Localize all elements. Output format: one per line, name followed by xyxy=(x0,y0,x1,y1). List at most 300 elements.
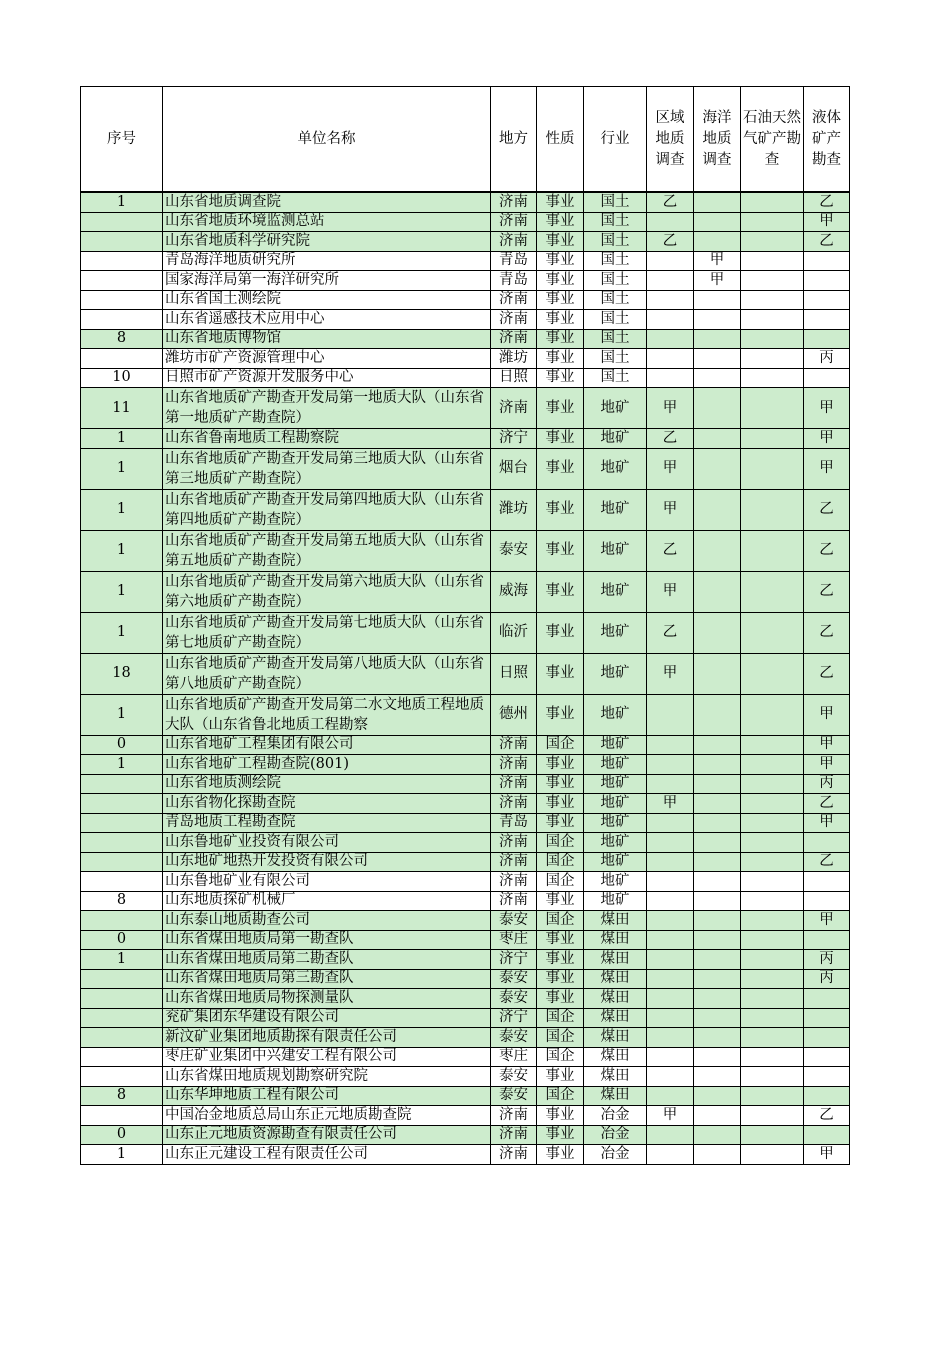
cell-marine-survey xyxy=(694,212,741,232)
cell-name: 山东省鲁南地质工程勘察院 xyxy=(163,429,491,449)
cell-name: 山东省地质矿产勘查开发局第五地质大队（山东省第五地质矿产勘查院） xyxy=(163,530,491,571)
cell-oil-gas xyxy=(741,911,804,931)
cell-region: 济南 xyxy=(491,852,537,872)
cell-region: 德州 xyxy=(491,694,537,735)
cell-name: 山东省煤田地质规划勘察研究院 xyxy=(163,1067,491,1087)
table-row xyxy=(81,429,850,449)
qualification-table xyxy=(80,86,850,1165)
cell-marine-survey xyxy=(694,388,741,429)
cell-regional-survey: 甲 xyxy=(647,653,694,694)
table-row xyxy=(81,368,850,388)
cell-marine-survey xyxy=(694,694,741,735)
cell-oil-gas xyxy=(741,232,804,252)
cell-liquid-mineral: 乙 xyxy=(804,852,850,872)
cell-regional-survey xyxy=(647,1067,694,1087)
cell-marine-survey xyxy=(694,429,741,449)
cell-region: 烟台 xyxy=(491,448,537,489)
cell-seq xyxy=(81,290,163,310)
cell-industry: 地矿 xyxy=(584,891,647,911)
header-marine-survey: 海洋地质调查 xyxy=(694,87,741,193)
cell-liquid-mineral: 乙 xyxy=(804,530,850,571)
cell-seq: 0 xyxy=(81,1125,163,1145)
cell-regional-survey xyxy=(647,329,694,349)
cell-regional-survey xyxy=(647,1028,694,1048)
header-name: 单位名称 xyxy=(163,87,491,193)
cell-seq: 0 xyxy=(81,735,163,755)
cell-name: 枣庄矿业集团中兴建安工程有限公司 xyxy=(163,1047,491,1067)
cell-regional-survey xyxy=(647,930,694,950)
cell-industry: 冶金 xyxy=(584,1106,647,1126)
cell-seq xyxy=(81,1008,163,1028)
cell-marine-survey xyxy=(694,290,741,310)
cell-nature: 事业 xyxy=(537,1145,584,1165)
cell-marine-survey xyxy=(694,489,741,530)
cell-oil-gas xyxy=(741,969,804,989)
cell-industry: 地矿 xyxy=(584,755,647,775)
cell-nature: 国企 xyxy=(537,1086,584,1106)
cell-name: 日照市矿产资源开发服务中心 xyxy=(163,368,491,388)
cell-oil-gas xyxy=(741,1106,804,1126)
cell-industry: 冶金 xyxy=(584,1125,647,1145)
cell-seq: 1 xyxy=(81,571,163,612)
cell-seq xyxy=(81,989,163,1009)
header-seq: 序号 xyxy=(81,87,163,193)
cell-name: 山东省地矿工程勘查院(801) xyxy=(163,755,491,775)
cell-seq xyxy=(81,852,163,872)
cell-seq xyxy=(81,1028,163,1048)
cell-nature: 事业 xyxy=(537,388,584,429)
cell-region: 日照 xyxy=(491,368,537,388)
table-row xyxy=(81,989,850,1009)
cell-liquid-mineral: 乙 xyxy=(804,232,850,252)
cell-name: 山东省地质环境监测总站 xyxy=(163,212,491,232)
cell-industry: 地矿 xyxy=(584,774,647,794)
cell-seq xyxy=(81,813,163,833)
header-industry: 行业 xyxy=(584,87,647,193)
cell-industry: 国土 xyxy=(584,310,647,330)
table-row xyxy=(81,950,850,970)
cell-marine-survey xyxy=(694,872,741,892)
cell-name: 山东地质探矿机械厂 xyxy=(163,891,491,911)
cell-liquid-mineral xyxy=(804,1067,850,1087)
cell-regional-survey xyxy=(647,1047,694,1067)
cell-nature: 事业 xyxy=(537,794,584,814)
cell-marine-survey xyxy=(694,310,741,330)
cell-regional-survey xyxy=(647,969,694,989)
cell-region: 济南 xyxy=(491,833,537,853)
cell-marine-survey xyxy=(694,612,741,653)
cell-region: 济南 xyxy=(491,290,537,310)
cell-industry: 国土 xyxy=(584,290,647,310)
cell-oil-gas xyxy=(741,930,804,950)
cell-seq: 1 xyxy=(81,448,163,489)
cell-name: 国家海洋局第一海洋研究所 xyxy=(163,271,491,291)
cell-industry: 煤田 xyxy=(584,969,647,989)
cell-liquid-mineral: 乙 xyxy=(804,653,850,694)
cell-nature: 事业 xyxy=(537,329,584,349)
cell-liquid-mineral: 乙 xyxy=(804,612,850,653)
cell-nature: 国企 xyxy=(537,833,584,853)
cell-nature: 事业 xyxy=(537,1125,584,1145)
cell-regional-survey xyxy=(647,735,694,755)
cell-name: 山东省地质矿产勘查开发局第四地质大队（山东省第四地质矿产勘查院） xyxy=(163,489,491,530)
cell-regional-survey xyxy=(647,833,694,853)
cell-industry: 煤田 xyxy=(584,1067,647,1087)
cell-industry: 地矿 xyxy=(584,429,647,449)
cell-seq xyxy=(81,794,163,814)
cell-seq xyxy=(81,349,163,369)
cell-liquid-mineral: 丙 xyxy=(804,969,850,989)
cell-liquid-mineral: 甲 xyxy=(804,755,850,775)
table-body xyxy=(81,192,850,1164)
cell-marine-survey xyxy=(694,368,741,388)
cell-industry: 地矿 xyxy=(584,694,647,735)
cell-marine-survey xyxy=(694,1067,741,1087)
cell-nature: 事业 xyxy=(537,774,584,794)
cell-oil-gas xyxy=(741,388,804,429)
cell-liquid-mineral: 乙 xyxy=(804,571,850,612)
table-row xyxy=(81,448,850,489)
cell-name: 山东省地矿工程集团有限公司 xyxy=(163,735,491,755)
cell-regional-survey xyxy=(647,1125,694,1145)
cell-nature: 国企 xyxy=(537,852,584,872)
cell-industry: 地矿 xyxy=(584,489,647,530)
cell-name: 山东地矿地热开发投资有限公司 xyxy=(163,852,491,872)
cell-liquid-mineral: 乙 xyxy=(804,192,850,212)
cell-liquid-mineral xyxy=(804,891,850,911)
cell-seq: 1 xyxy=(81,530,163,571)
cell-name: 山东省物化探勘查院 xyxy=(163,794,491,814)
cell-name: 山东省地质矿产勘查开发局第一地质大队（山东省第一地质矿产勘查院） xyxy=(163,388,491,429)
cell-marine-survey xyxy=(694,735,741,755)
cell-marine-survey xyxy=(694,571,741,612)
cell-region: 泰安 xyxy=(491,989,537,1009)
cell-region: 青岛 xyxy=(491,271,537,291)
cell-seq: 8 xyxy=(81,1086,163,1106)
cell-liquid-mineral xyxy=(804,833,850,853)
cell-nature: 事业 xyxy=(537,368,584,388)
cell-marine-survey xyxy=(694,1106,741,1126)
table-row xyxy=(81,813,850,833)
cell-seq xyxy=(81,774,163,794)
cell-oil-gas xyxy=(741,251,804,271)
cell-industry: 地矿 xyxy=(584,872,647,892)
table-row xyxy=(81,388,850,429)
cell-region: 枣庄 xyxy=(491,1047,537,1067)
cell-oil-gas xyxy=(741,1145,804,1165)
cell-oil-gas xyxy=(741,989,804,1009)
cell-liquid-mineral xyxy=(804,310,850,330)
cell-nature: 事业 xyxy=(537,290,584,310)
cell-nature: 事业 xyxy=(537,891,584,911)
cell-nature: 事业 xyxy=(537,571,584,612)
table-row xyxy=(81,911,850,931)
table-row xyxy=(81,694,850,735)
cell-marine-survey xyxy=(694,852,741,872)
cell-liquid-mineral xyxy=(804,1047,850,1067)
cell-seq xyxy=(81,232,163,252)
table-row xyxy=(81,290,850,310)
table-row xyxy=(81,755,850,775)
cell-industry: 地矿 xyxy=(584,612,647,653)
cell-seq: 8 xyxy=(81,891,163,911)
cell-regional-survey: 甲 xyxy=(647,794,694,814)
table-row xyxy=(81,735,850,755)
cell-liquid-mineral xyxy=(804,271,850,291)
cell-seq xyxy=(81,310,163,330)
cell-liquid-mineral: 甲 xyxy=(804,1145,850,1165)
cell-regional-survey: 甲 xyxy=(647,571,694,612)
cell-region: 济南 xyxy=(491,774,537,794)
cell-industry: 煤田 xyxy=(584,911,647,931)
cell-region: 威海 xyxy=(491,571,537,612)
cell-marine-survey xyxy=(694,448,741,489)
cell-marine-survey xyxy=(694,989,741,1009)
cell-seq: 1 xyxy=(81,489,163,530)
cell-industry: 煤田 xyxy=(584,1028,647,1048)
cell-liquid-mineral xyxy=(804,368,850,388)
cell-name: 山东省地质矿产勘查开发局第三地质大队（山东省第三地质矿产勘查院） xyxy=(163,448,491,489)
cell-liquid-mineral xyxy=(804,872,850,892)
cell-marine-survey xyxy=(694,794,741,814)
cell-region: 枣庄 xyxy=(491,930,537,950)
cell-industry: 国土 xyxy=(584,232,647,252)
table-row xyxy=(81,251,850,271)
cell-name: 山东省煤田地质局第一勘查队 xyxy=(163,930,491,950)
table-row xyxy=(81,310,850,330)
cell-oil-gas xyxy=(741,192,804,212)
cell-marine-survey xyxy=(694,653,741,694)
cell-seq: 18 xyxy=(81,653,163,694)
cell-name: 青岛地质工程勘查院 xyxy=(163,813,491,833)
cell-industry: 地矿 xyxy=(584,448,647,489)
cell-nature: 事业 xyxy=(537,448,584,489)
cell-nature: 事业 xyxy=(537,1067,584,1087)
table-row xyxy=(81,1067,850,1087)
cell-regional-survey xyxy=(647,271,694,291)
cell-region: 济南 xyxy=(491,735,537,755)
cell-region: 泰安 xyxy=(491,530,537,571)
cell-nature: 事业 xyxy=(537,212,584,232)
table-row xyxy=(81,1008,850,1028)
header-oil-gas: 石油天然气矿产勘查 xyxy=(741,87,804,193)
cell-name: 山东省地质调查院 xyxy=(163,192,491,212)
cell-liquid-mineral: 丙 xyxy=(804,349,850,369)
cell-region: 济南 xyxy=(491,794,537,814)
cell-regional-survey: 乙 xyxy=(647,612,694,653)
cell-name: 山东省地质矿产勘查开发局第六地质大队（山东省第六地质矿产勘查院） xyxy=(163,571,491,612)
cell-oil-gas xyxy=(741,735,804,755)
cell-industry: 地矿 xyxy=(584,833,647,853)
cell-oil-gas xyxy=(741,310,804,330)
cell-regional-survey xyxy=(647,891,694,911)
cell-regional-survey: 甲 xyxy=(647,388,694,429)
cell-liquid-mineral: 甲 xyxy=(804,212,850,232)
cell-regional-survey xyxy=(647,1086,694,1106)
cell-oil-gas xyxy=(741,794,804,814)
cell-name: 山东省地质科学研究院 xyxy=(163,232,491,252)
cell-region: 泰安 xyxy=(491,911,537,931)
cell-name: 山东省国土测绘院 xyxy=(163,290,491,310)
cell-oil-gas xyxy=(741,368,804,388)
cell-regional-survey xyxy=(647,852,694,872)
cell-oil-gas xyxy=(741,329,804,349)
table-row xyxy=(81,1086,850,1106)
cell-industry: 煤田 xyxy=(584,1047,647,1067)
cell-regional-survey: 甲 xyxy=(647,1106,694,1126)
cell-nature: 事业 xyxy=(537,755,584,775)
cell-industry: 煤田 xyxy=(584,1086,647,1106)
table-row xyxy=(81,329,850,349)
cell-liquid-mineral xyxy=(804,1086,850,1106)
cell-name: 兖矿集团东华建设有限公司 xyxy=(163,1008,491,1028)
cell-seq: 1 xyxy=(81,755,163,775)
cell-oil-gas xyxy=(741,1047,804,1067)
header-row xyxy=(81,87,850,193)
cell-name: 山东省遥感技术应用中心 xyxy=(163,310,491,330)
cell-oil-gas xyxy=(741,872,804,892)
cell-nature: 事业 xyxy=(537,1106,584,1126)
cell-oil-gas xyxy=(741,489,804,530)
table-row xyxy=(81,774,850,794)
cell-seq xyxy=(81,833,163,853)
cell-region: 济南 xyxy=(491,388,537,429)
cell-seq xyxy=(81,251,163,271)
cell-seq xyxy=(81,1047,163,1067)
cell-industry: 地矿 xyxy=(584,388,647,429)
cell-liquid-mineral xyxy=(804,1028,850,1048)
cell-nature: 国企 xyxy=(537,1047,584,1067)
cell-oil-gas xyxy=(741,271,804,291)
cell-industry: 地矿 xyxy=(584,653,647,694)
cell-seq xyxy=(81,872,163,892)
cell-seq: 1 xyxy=(81,429,163,449)
cell-marine-survey xyxy=(694,1028,741,1048)
cell-liquid-mineral: 甲 xyxy=(804,813,850,833)
cell-industry: 国土 xyxy=(584,251,647,271)
cell-liquid-mineral xyxy=(804,290,850,310)
cell-seq: 1 xyxy=(81,1145,163,1165)
cell-marine-survey xyxy=(694,813,741,833)
cell-name: 山东省地质矿产勘查开发局第二水文地质工程地质大队（山东省鲁北地质工程勘察 xyxy=(163,694,491,735)
table-row xyxy=(81,653,850,694)
cell-liquid-mineral xyxy=(804,1125,850,1145)
table-row xyxy=(81,571,850,612)
cell-regional-survey xyxy=(647,911,694,931)
cell-marine-survey: 甲 xyxy=(694,271,741,291)
cell-liquid-mineral: 甲 xyxy=(804,388,850,429)
cell-nature: 事业 xyxy=(537,930,584,950)
cell-marine-survey: 甲 xyxy=(694,251,741,271)
header-liquid-mineral: 液体矿产勘查 xyxy=(804,87,850,193)
cell-oil-gas xyxy=(741,1125,804,1145)
cell-nature: 事业 xyxy=(537,612,584,653)
cell-marine-survey xyxy=(694,950,741,970)
cell-oil-gas xyxy=(741,290,804,310)
table-row xyxy=(81,212,850,232)
cell-oil-gas xyxy=(741,755,804,775)
cell-region: 济南 xyxy=(491,891,537,911)
cell-region: 青岛 xyxy=(491,813,537,833)
cell-nature: 事业 xyxy=(537,813,584,833)
table-row xyxy=(81,794,850,814)
cell-liquid-mineral: 乙 xyxy=(804,489,850,530)
cell-industry: 煤田 xyxy=(584,1008,647,1028)
cell-oil-gas xyxy=(741,530,804,571)
cell-marine-survey xyxy=(694,891,741,911)
cell-region: 济南 xyxy=(491,212,537,232)
cell-seq: 1 xyxy=(81,694,163,735)
cell-seq xyxy=(81,1106,163,1126)
cell-industry: 地矿 xyxy=(584,530,647,571)
cell-nature: 事业 xyxy=(537,251,584,271)
cell-name: 山东华坤地质工程有限公司 xyxy=(163,1086,491,1106)
cell-region: 泰安 xyxy=(491,1086,537,1106)
cell-marine-survey xyxy=(694,1008,741,1028)
cell-industry: 地矿 xyxy=(584,735,647,755)
cell-liquid-mineral xyxy=(804,930,850,950)
cell-regional-survey: 甲 xyxy=(647,448,694,489)
cell-region: 济南 xyxy=(491,1145,537,1165)
cell-nature: 国企 xyxy=(537,911,584,931)
cell-region: 济南 xyxy=(491,1106,537,1126)
cell-region: 泰安 xyxy=(491,969,537,989)
cell-marine-survey xyxy=(694,1047,741,1067)
cell-regional-survey xyxy=(647,989,694,1009)
cell-nature: 事业 xyxy=(537,653,584,694)
cell-marine-survey xyxy=(694,755,741,775)
cell-region: 临沂 xyxy=(491,612,537,653)
cell-region: 日照 xyxy=(491,653,537,694)
table-row xyxy=(81,349,850,369)
cell-liquid-mineral: 乙 xyxy=(804,1106,850,1126)
cell-region: 潍坊 xyxy=(491,489,537,530)
cell-seq xyxy=(81,911,163,931)
cell-name: 山东省地质矿产勘查开发局第七地质大队（山东省第七地质矿产勘查院） xyxy=(163,612,491,653)
cell-nature: 事业 xyxy=(537,429,584,449)
cell-industry: 煤田 xyxy=(584,950,647,970)
header-regional-survey: 区域地质调查 xyxy=(647,87,694,193)
cell-oil-gas xyxy=(741,212,804,232)
cell-seq xyxy=(81,1067,163,1087)
cell-regional-survey: 乙 xyxy=(647,429,694,449)
cell-regional-survey xyxy=(647,310,694,330)
table-row xyxy=(81,1106,850,1126)
cell-nature: 事业 xyxy=(537,271,584,291)
cell-oil-gas xyxy=(741,852,804,872)
cell-name: 山东鲁地矿业投资有限公司 xyxy=(163,833,491,853)
cell-oil-gas xyxy=(741,833,804,853)
cell-seq: 10 xyxy=(81,368,163,388)
table-row xyxy=(81,1047,850,1067)
cell-oil-gas xyxy=(741,448,804,489)
table-row xyxy=(81,232,850,252)
cell-regional-survey xyxy=(647,774,694,794)
cell-nature: 事业 xyxy=(537,192,584,212)
cell-name: 潍坊市矿产资源管理中心 xyxy=(163,349,491,369)
cell-regional-survey xyxy=(647,212,694,232)
cell-nature: 事业 xyxy=(537,232,584,252)
cell-liquid-mineral: 丙 xyxy=(804,774,850,794)
table-row xyxy=(81,612,850,653)
cell-industry: 国土 xyxy=(584,329,647,349)
cell-oil-gas xyxy=(741,774,804,794)
table-row xyxy=(81,489,850,530)
cell-regional-survey xyxy=(647,349,694,369)
cell-nature: 事业 xyxy=(537,310,584,330)
header-nature: 性质 xyxy=(537,87,584,193)
cell-oil-gas xyxy=(741,1086,804,1106)
